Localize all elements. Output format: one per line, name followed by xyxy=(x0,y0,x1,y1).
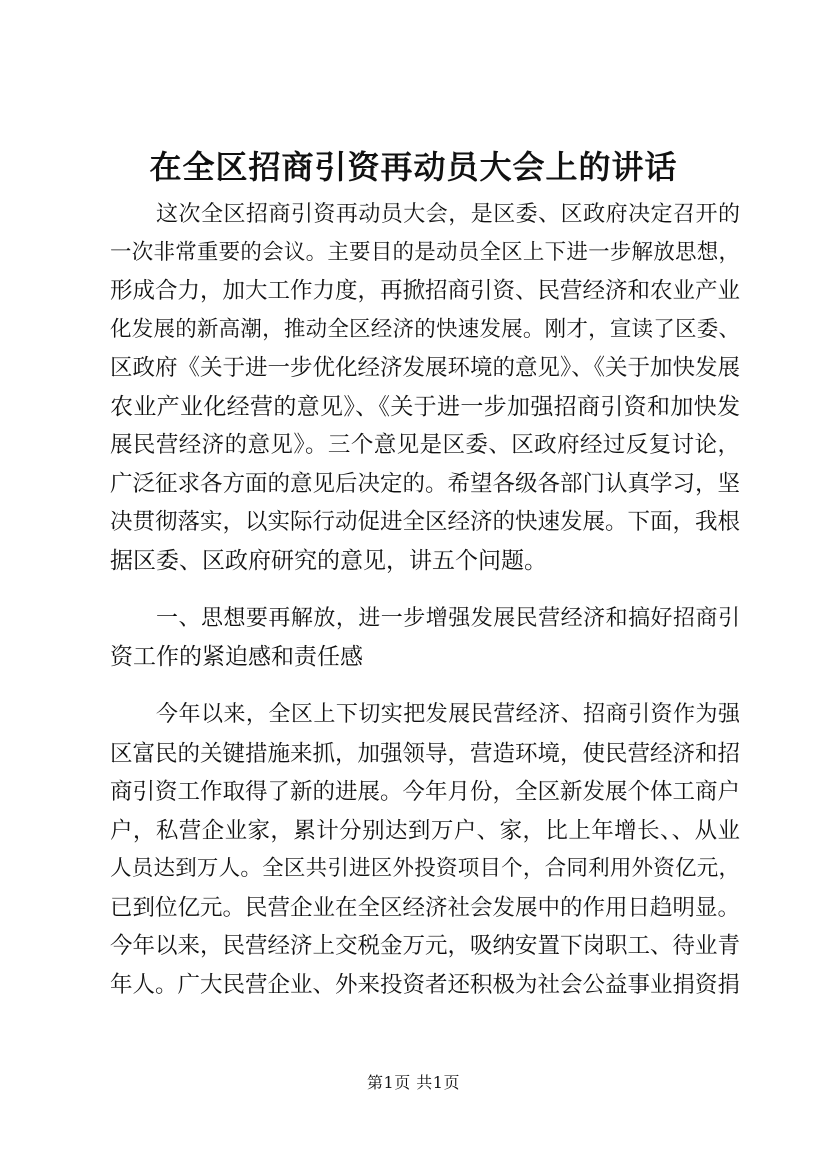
section-heading-line: 一、思想要再解放，进一步增强发展民营经济和搞好招商引 xyxy=(156,606,740,631)
page-footer: 第1页 共1页 xyxy=(367,1073,460,1092)
paragraph-line: 人员达到万人。全区共引进区外投资项目个，合同利用外资亿元， xyxy=(110,856,740,881)
paragraph-line: 今年以来，全区上下切实把发展民营经济、招商引资作为强 xyxy=(156,702,740,727)
paragraph-line: 形成合力，加大工作力度，再掀招商引资、民营经济和农业产业 xyxy=(110,278,741,304)
paragraph-line: 今年以来，民营经济上交税金万元，吸纳安置下岗职工、待业青 xyxy=(110,933,741,959)
paragraph-line: 据区委、区政府研究的意见，讲五个问题。 xyxy=(110,548,547,574)
paragraph-line: 化发展的新高潮，推动全区经济的快速发展。刚才，宣读了区委、 xyxy=(110,317,740,342)
paragraph-line: 这次全区招商引资再动员大会，是区委、区政府决定召开的 xyxy=(156,202,740,227)
paragraph-line: 户，私营企业家，累计分别达到万户、家，比上年增长、、从业 xyxy=(110,818,740,844)
paragraph-line: 决贯彻落实，以实际行动促进全区经济的快速发展。下面，我根 xyxy=(110,509,741,535)
section-heading-line: 资工作的紧迫感和责任感 xyxy=(110,644,363,670)
paragraph-line: 区富民的关键措施来抓，加强领导，营造环境，使民营经济和招 xyxy=(110,741,741,767)
document-title: 在全区招商引资再动员大会上的讲话 xyxy=(149,148,678,186)
paragraph-line: 商引资工作取得了新的进展。今年月份，全区新发展个体工商户 xyxy=(110,779,741,805)
paragraph-line: 广泛征求各方面的意见后决定的。希望各级各部门认真学习，坚 xyxy=(110,471,741,497)
paragraph-line: 一次非常重要的会议。主要目的是动员全区上下进一步解放思想， xyxy=(110,240,740,265)
paragraph-line: 农业产业化经营的意见》、《关于进一步加强招商引资和加快发 xyxy=(110,394,740,420)
paragraph-line: 展民营经济的意见》。三个意见是区委、区政府经过反复讨论， xyxy=(110,432,740,458)
paragraph-line: 区政府《关于进一步优化经济发展环境的意见》、《关于加快发展 xyxy=(110,355,741,381)
paragraph-line: 已到位亿元。民营企业在全区经济社会发展中的作用日趋明显。 xyxy=(110,895,741,921)
paragraph-line: 年人。广大民营企业、外来投资者还积极为社会公益事业捐资捐 xyxy=(110,972,741,998)
